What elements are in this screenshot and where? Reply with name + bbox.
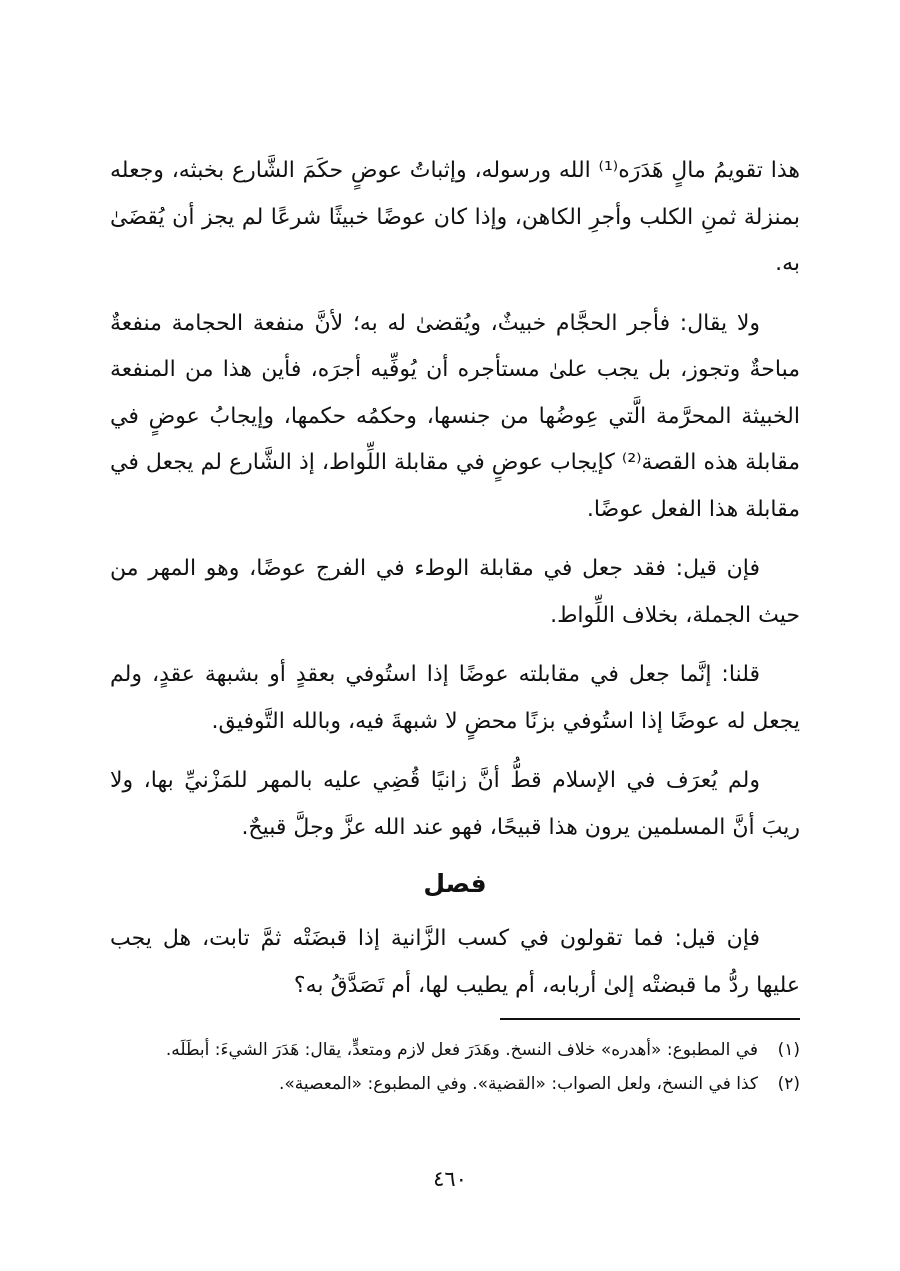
footnote-2	[110, 1068, 800, 1100]
paragraph-5: ولم يُعرَف في الإسلام قطُّ أنَّ زانيًا قُضِي عليه بالمهر للمَزْنيِّ بها، ولا ريبَ أنَّ المسلمين يرون هذا قبيحًا، فهو عند الله عزَّ وجلَّ قبيحٌ.	[110, 768, 800, 840]
footnote-text: كذا في النسخ، ولعل الصواب: «القضية». وفي المطبوع: «المعصية».	[278, 1074, 758, 1094]
paragraph-4: قلنا: إنَّما جعل في مقابلته عوضًا إذا استُوفي بعقدٍ أو بشبهة عقدٍ، ولم يجعل له عوضًا إذا استُوفي بزنًا محضٍ لا شبهةَ فيه، وبالله التَّوفيق.	[110, 662, 800, 734]
page-number: ٤٦٠	[433, 1167, 467, 1191]
paragraph-1: هذا تقويمُ مالٍ هَدَرَه⁽¹⁾ الله ورسوله، وإثباتُ عوضٍ حكَمَ الشَّارع بخبثه، وجعله بمنزلة ثمنِ الكلب وأجرِ الكاهن، وإذا كان عوضًا خبيثًا شرعًا لم يجز أن يُقضَىٰ به.	[110, 158, 800, 276]
footnote-1	[110, 1034, 800, 1066]
footnote-number: (٢)	[777, 1074, 800, 1094]
main-text	[110, 148, 800, 1022]
section-title: فصل	[423, 869, 487, 898]
paragraph-2: ولا يقال: فأجر الحجَّام خبيثٌ، ويُقضىٰ له به؛ لأنَّ منفعة الحجامة منفعةٌ مباحةٌ وتجوز، بل يجب علىٰ مستأجره أن يُوفِّيه أجرَه، فأين هذا من المنفعة الخبيثة المحرَّمة الَّتي عِوضُها من جنسها، وحكمُه حكمها، وإيجابُ عوضٍ في مقابلة هذه القصة⁽²⁾ كإيجاب عوضٍ في مقابلة اللِّواط، إذ الشَّارع لم يجعل في مقابلة هذا الفعل عوضًا.	[110, 310, 800, 522]
footnote-separator	[500, 1018, 800, 1020]
footnote-text: في المطبوع: «أهدره» خلاف النسخ. وهَدَرَ فعل لازم ومتعدٍّ، يقال: هَدَرَ الشيءَ: أبطَلَه.	[165, 1040, 758, 1060]
paragraph-3: فإن قيل: فقد جعل في مقابلة الوطء في الفرج عوضًا، وهو المهر من حيث الجملة، بخلاف اللِّواط.	[110, 556, 800, 628]
section-paragraph: فإن قيل: فما تقولون في كسب الزَّانية إذا قبضَتْه ثمَّ تابت، هل يجب عليها ردُّ ما قبضتْه إلىٰ أربابه، أم يطيب لها، أم تَصَدَّقُ به؟	[110, 926, 800, 998]
footnotes	[110, 1034, 800, 1102]
footnote-number: (١)	[777, 1040, 800, 1060]
